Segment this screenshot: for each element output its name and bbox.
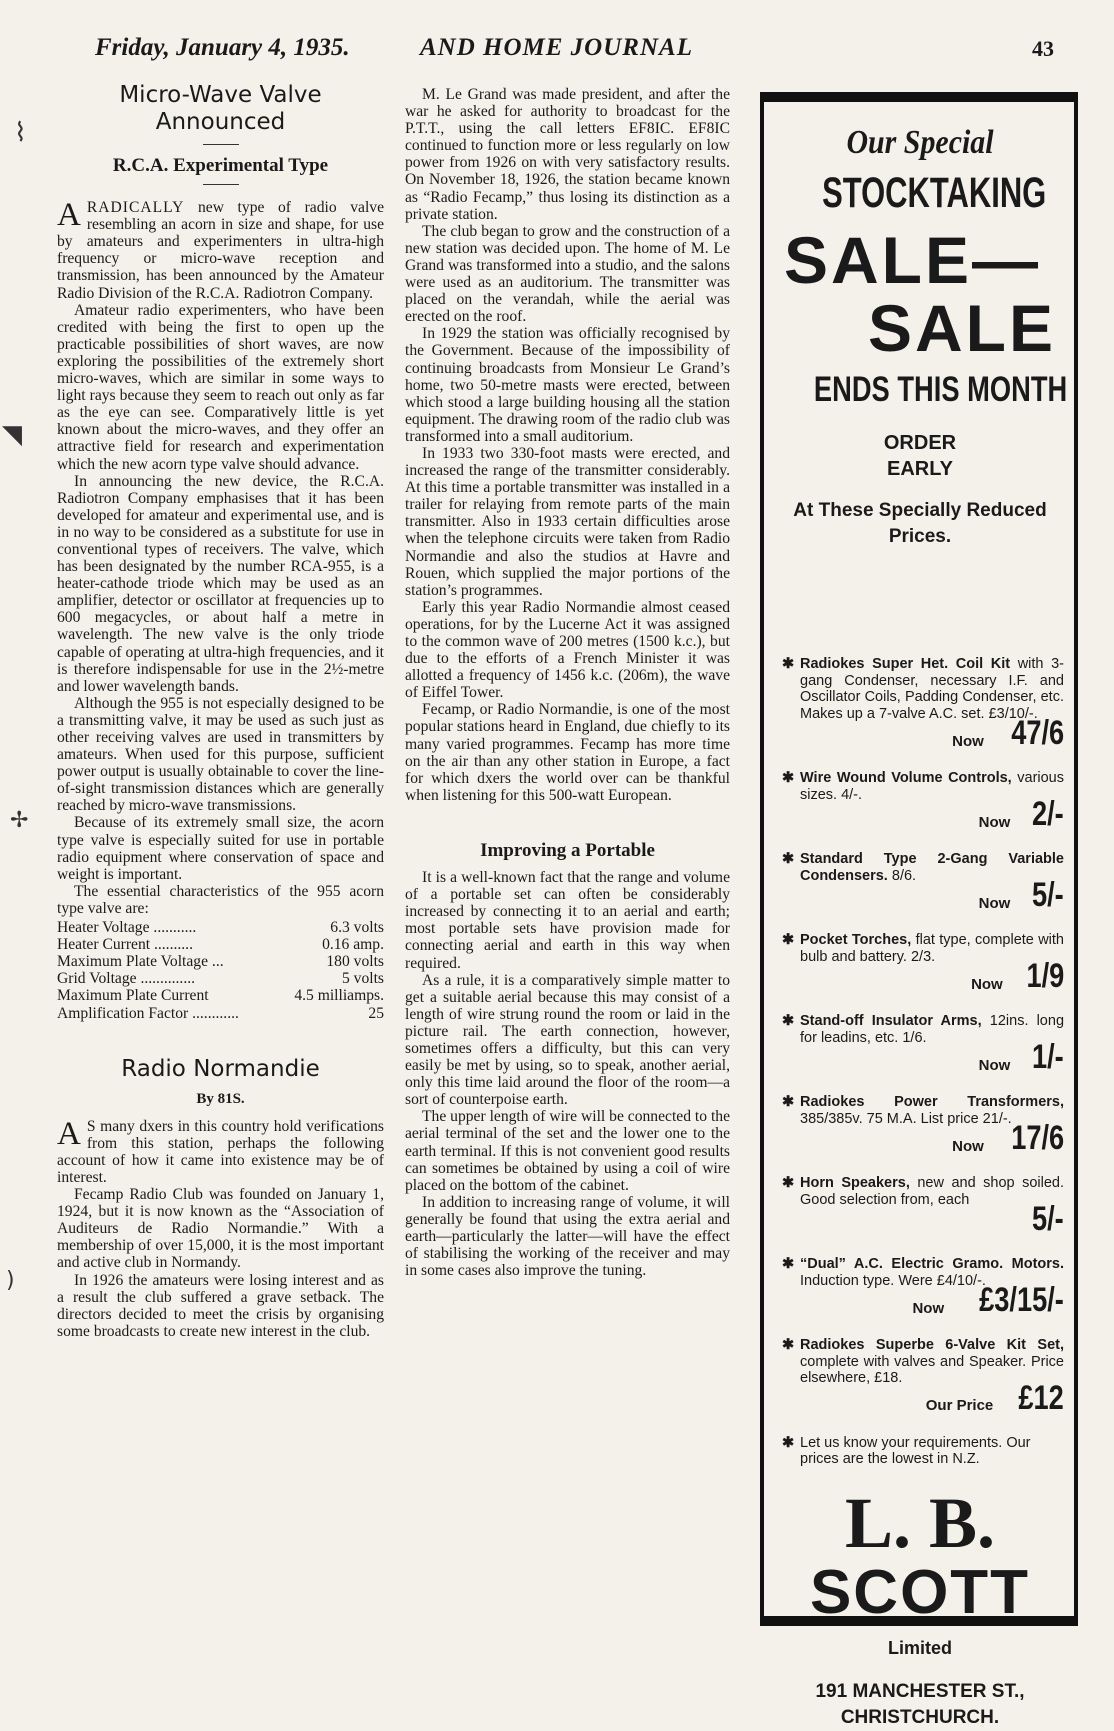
asterisk-icon: ✱ [782,1013,795,1029]
column-left [57,82,384,1340]
ad-item-now: Now [952,1137,984,1155]
article2-paragraph: Early this year Radio Normandie almost ceased operations, for by the Lucerne Act it was assigned to the common wave of 200 metres (1500 k.c.), but due to the efforts of a French Minister it was allotted a frequency of 1456 k.c. (206m), the wave of Eiffel Tower. [405,598,730,702]
article1-paragraph: The essential characteristics of the 955 acorn type valve are: [57,882,384,917]
deck-rule [203,184,239,185]
valve-spec-table [57,919,384,1022]
issue-date: Friday, January 4, 1935. [95,34,350,61]
margin-stain-mark: ⌇ [14,118,27,148]
ad-list-item [784,656,1064,750]
ad-item-price: 47/6 [1011,714,1064,752]
spec-value: 25 [368,1004,384,1022]
ad-item-price: 5/- [1032,876,1064,914]
title-rule [203,144,239,145]
article1-title-line2: Announced [155,109,286,135]
ad-item-text: 8/6. [891,867,917,884]
article1-paragraph: Because of its extremely small size, the acorn type valve is especially suited for use in portable radio equipment where conservation of space and weight is important. [57,814,384,883]
ad-company-limited: Limited [887,1638,952,1658]
ad-list-item [784,932,1064,993]
ad-reduced-line1: At These Specially Reduced [793,500,1047,521]
spec-value: 5 volts [341,970,384,988]
ad-top-border [764,96,1074,102]
ad-item-name: Radiokes Power Transformers, [800,1094,1064,1110]
ad-order-line1: ORDER [883,432,957,454]
margin-paren-mark: ) [6,1268,15,1293]
ad-list-item [784,770,1064,831]
running-head [0,34,1114,68]
ad-item-now: Now [952,732,984,750]
ad-company-block [784,1483,1056,1731]
spec-label: Heater Voltage ........... [57,919,197,937]
ad-item-price: 2/- [1032,795,1064,833]
ad-company-address [784,1679,1056,1731]
scott-advertisement [760,92,1078,1728]
ad-order-early [784,430,1056,482]
article3-paragraph: In addition to increasing range of volume, it will generally be found that using the extra aerial and earth—particularly the latter—will have the effect of stabilising the working of the receiver and may in some cases also improve the tuning. [405,1193,730,1280]
ad-item-price: 17/6 [1011,1119,1064,1157]
ad-sale-line1: SALE— [784,223,1042,297]
ad-item-text: various sizes. 4/-. [800,770,1064,803]
ad-ends-this-month: ENDS THIS MONTH [813,370,1068,409]
article2-paragraph: The club began to grow and the construction of a new station was decided upon. The home of M. Le Grand was transformed into a studio, and the salons were used as an auditorium. The transmitter was placed on the verandah, while the aerial was erected on the roof. [405,222,730,326]
spec-row [57,936,384,953]
article3-paragraph: It is a well-known fact that the range and volume of a portable set can often be considerably increased by connecting it to an aerial and earth; most portable sets have provision made for connecting aerial and earth in this way when required. [405,869,730,972]
article2-byline: By 81S. [196,1090,245,1107]
article1-title [57,82,384,136]
spec-value: 180 volts [326,953,384,971]
article1-lead-word: RADICALLY [86,199,185,217]
ad-item-now: Now [978,894,1011,912]
ad-list-item [784,1013,1064,1074]
ad-stocktaking: STOCKTAKING [822,169,1047,217]
ad-list-item [784,1256,1064,1317]
ad-item-now: Our Price [925,1397,994,1414]
ad-item-text: Induction type. Were £4/10/-. [800,1272,986,1289]
article2-paragraph: Fecamp, or Radio Normandie, is one of the most popular stations heard in England, due chiefly to its many varied programmes. Fecamp has more time on the air than any other station in Europe, a fact for which dxers the world over can be thankful when listening for this 500-watt European. [405,701,730,804]
article2-paragraph: In 1933 two 330-foot masts were erected, and increased the range of the transmitter considerably. At this time a portable transmitter was installed in a trailer for relaying from remote parts of the main transmitter. Also in 1933 certain difficulties arose when the telephone circuits were taken from Radio Normandie and also the studios at Havre and Rouen, which supplied the major portions of the station’s programmes. [405,444,730,599]
ad-sale-line2: SALE [867,291,1056,365]
article3-title: Improving a Portable [480,839,655,861]
spec-value: 4.5 milliamps. [294,987,384,1005]
margin-ink-blot: ◥ [2,420,22,450]
ad-list-item [784,1094,1064,1155]
asterisk-icon: ✱ [782,1434,795,1451]
ad-item-text: new and shop soiled. Good selection from, each [800,1175,1064,1208]
ad-item-price: 1/- [1032,1038,1064,1076]
article1-paragraph: In announcing the new device, the R.C.A. Radiotron Company emphasises that it has been developed for amateur and experimental use, and is in no way to be considered as a substitute for use in conventional types of receivers. The valve, which has been designated by the number RCA-955, is a heater-cathode triode which may be used as an amplifier, detector or oscillator at frequencies up to 600 megacycles, or about half a metre in wavelength. The new valve is the only triode capable of operating at ultra-high frequencies, and it is therefore indispensable for use in the 2½-metre and lower wavelength bands. [57,472,384,695]
ad-item-now: Now [971,975,1003,993]
ad-address-line1: 191 MANCHESTER ST., [815,1681,1025,1702]
article2-paragraph: M. Le Grand was made president, and after the war he asked for authority to broadcast for the P.T.T., using the call letters EF8IC. EF8IC continued to function more or less regularly on low power from 1926 on with very satisfactory results. On November 18, 1926, the station became known as “Radio Fecamp,” thus losing its distinction as a private station. [405,86,730,223]
spec-row [57,919,384,936]
asterisk-icon: ✱ [782,1337,795,1353]
spec-value: 6.3 volts [330,919,384,937]
asterisk-icon: ✱ [782,1094,795,1110]
spec-row [57,987,384,1004]
ad-address-line2: CHRISTCHURCH. [840,1707,1000,1728]
spec-label: Grid Voltage .............. [57,970,196,988]
spec-row [57,970,384,987]
article2-paragraph: In 1926 the amateurs were losing interest and as a result the club suffered a grave setback. The directors decided to meet the crisis by organising some broadcasts to create new interest in the club. [57,1271,384,1340]
ad-item-name: Horn Speakers, [800,1175,910,1191]
ad-item-price: 1/9 [1026,957,1064,995]
ad-item-name: Radiokes Superbe 6-Valve Kit Set, [800,1337,1064,1353]
ad-our-special: Our Special [846,124,994,161]
article2-dropcap: A [57,1115,81,1152]
article1-paragraph [57,199,384,302]
margin-stain-mark-2: ✢ [10,808,29,833]
article1-deck: R.C.A. Experimental Type [112,155,329,176]
spec-row [57,953,384,970]
ad-item-text: 12ins. long for leadins, etc. 1/6. [800,1013,1065,1046]
ad-item-now: Now [978,813,1011,831]
article2-paragraph [57,1115,384,1186]
ad-item-description [784,656,1064,722]
article1-paragraph-text: new type of radio valve resembling an acorn in size and shape, for use by amateurs and experimenters in ultra-high frequency or micro-wave reception and transmission, has been announced by the Amateur Radio Division of the R.C.A. Radiotron Company. [57,199,384,302]
asterisk-icon: ✱ [782,851,795,867]
ad-item-text: flat type, complete with bulb and battery. 2/3. [800,932,1064,965]
ad-list-item [784,1175,1064,1236]
article3-paragraph: As a rule, it is a comparatively simple matter to get a suitable aerial because this may consist of a length of wire strung round the room or laid in the picture rail. The earth connection, however, sometimes offers a difficulty, but this can very easily be met by using, so to speak, another aerial, only this time laid around the floor of the room—a sort of counterpoise earth. [405,971,730,1109]
ad-item-price: £3/15/- [979,1281,1064,1319]
ad-closing-note [784,1435,1064,1468]
page-number: 43 [1032,36,1054,61]
spec-label: Maximum Plate Voltage ... [57,953,224,971]
ad-price-list [784,656,1064,1488]
ad-item-name: Wire Wound Volume Controls, [800,770,1012,786]
asterisk-icon: ✱ [782,1175,795,1191]
article1-paragraph: Amateur radio experimenters, who have been credited with being the first to open up the practicable possibilities of short waves, are now exploring the possibilities of the extremely short micro-waves, which are similar in some ways to light rays because they seem to reach out only as far as the eye can see. Comparatively little is yet known about the micro-waves, and they offer an attractive field for research and experimentation which the new acorn type valve should advance. [57,301,384,473]
asterisk-icon: ✱ [782,1256,795,1272]
column-middle [405,86,730,1279]
spec-label: Amplification Factor ............ [57,1004,239,1022]
ad-headline-block [784,124,1068,550]
asterisk-icon: ✱ [782,656,795,672]
article2-paragraph-text: S many dxers in this country hold verifications from this station, perhaps the following account of how it came into existence may be of interest. [57,1117,384,1186]
article2-paragraph: In 1929 the station was officially recognised by the Government. Because of the impossibility of continuing broadcasts from Monsieur Le Grand’s home, two 50-metre masts were erected, between which stood a large building housing all the station equipment. The drawing room of the radio club was transformed into a small auditorium. [405,325,730,445]
ad-reduced-prices [784,498,1056,550]
ad-item-name: Radiokes Super Het. Coil Kit [800,656,1011,672]
ad-order-line2: EARLY [887,458,953,480]
ad-company-initials: L. B. [844,1483,996,1563]
ad-item-text: with 3-gang Condenser, necessary I.F. and Oscillator Coils, Padding Condenser, etc. Makes up a 7-valve A.C. set. £3/10/-. [800,656,1064,722]
ad-item-name: Standard Type 2-Gang Variable Condensers. [800,851,1064,884]
ad-item-price: 5/- [1032,1200,1064,1238]
article3-paragraph: The upper length of wire will be connected to the aerial terminal of the set and the lower one to the earth terminal. If this is not convenient good results can sometimes be obtained by using a coil of wire placed on the bottom of the cabinet. [405,1108,730,1194]
article1-paragraph: Although the 955 is not especially designed to be a transmitting valve, it may be used as such just as other receiving valves are used in transmitters by amateurs. When used for this purpose, sufficient power output is usually obtainable to cover the line-of-sight transmission distances which are generally reached by micro-wave transmissions. [57,694,384,815]
ad-item-name: Pocket Torches, [800,932,912,948]
article1-dropcap: A [57,197,81,234]
asterisk-icon: ✱ [782,770,795,786]
ad-list-item [784,1337,1064,1415]
ad-list-item [784,851,1064,912]
ad-item-text: 385/385v. 75 M.A. List price 21/-. [800,1110,1012,1127]
article1-title-line1: Micro-Wave Valve [119,82,322,108]
spec-value: 0.16 amp. [322,936,384,954]
article2-paragraph: Fecamp Radio Club was founded on January 1, 1924, but it is now known as the “Association of Auditeurs de Radio Normandie.” With a membership of over 15,000, it is the most important and active club in Normandy. [57,1186,384,1272]
ad-item-text: complete with valves and Speaker. Price elsewhere, £18. [800,1353,1064,1386]
spec-label: Heater Current .......... [57,936,193,954]
article2-title: Radio Normandie [121,1055,320,1082]
ad-company-name: SCOTT [809,1558,1031,1627]
ad-reduced-line2: Prices. [888,526,952,547]
spec-row [57,1005,384,1022]
ad-item-now: Now [978,1056,1011,1074]
ad-item-name: Stand-off Insulator Arms, [800,1013,982,1029]
ad-item-now: Now [912,1299,945,1317]
publication-name: AND HOME JOURNAL [420,34,693,61]
spec-label: Maximum Plate Current [57,987,209,1005]
ad-item-name: “Dual” A.C. Electric Gramo. Motors. [800,1256,1064,1272]
asterisk-icon: ✱ [782,932,795,948]
ad-closing-text: Let us know your requirements. Our prices are the lowest in N.Z. [800,1434,1031,1467]
ad-item-price: £12 [1018,1378,1064,1417]
